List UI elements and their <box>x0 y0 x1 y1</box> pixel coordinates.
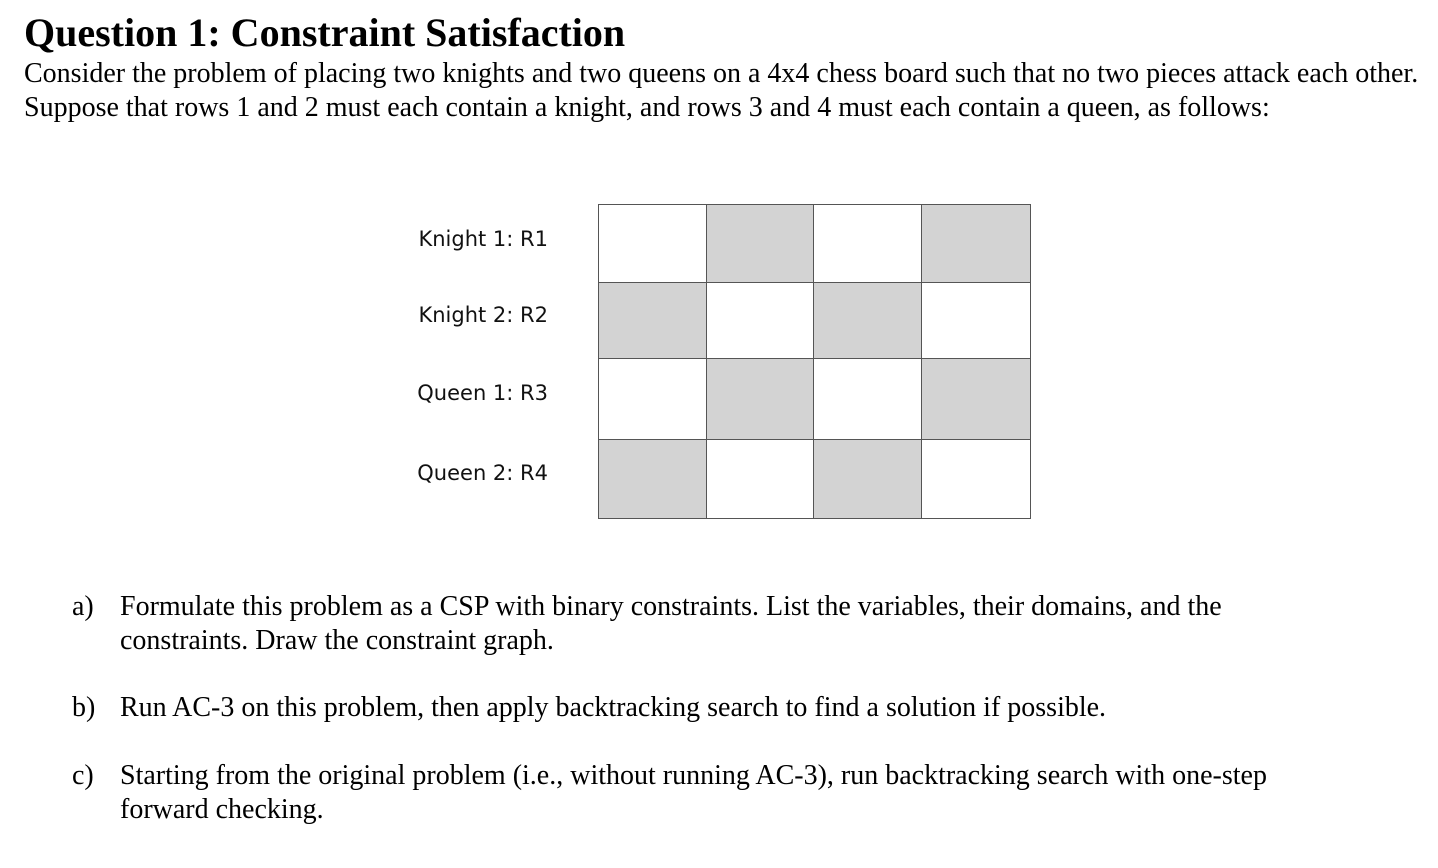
row-label-2: Knight 2: R2 <box>418 303 548 327</box>
board-cell-r4c3 <box>814 440 922 518</box>
board-cell-r2c4 <box>922 283 1030 359</box>
chess-board <box>598 204 1031 519</box>
question-b-letter: b) <box>72 692 96 723</box>
board-cell-r1c4 <box>922 205 1030 283</box>
board-cell-r4c2 <box>707 440 814 518</box>
page-title: Question 1: Constraint Satisfaction <box>24 10 626 55</box>
board-cell-r1c1 <box>599 205 707 283</box>
board-cell-r4c4 <box>922 440 1030 518</box>
row-label-4: Queen 2: R4 <box>417 461 548 485</box>
board-cell-r3c4 <box>922 359 1030 440</box>
board-cell-r3c2 <box>707 359 814 440</box>
board-cell-r2c3 <box>814 283 922 359</box>
question-c-text: Starting from the original problem (i.e., without running AC-3), run backtracking search with one-step forward checking. <box>120 760 1267 825</box>
board-cell-r3c3 <box>814 359 922 440</box>
row-label-1: Knight 1: R1 <box>418 227 548 251</box>
board-cell-r2c2 <box>707 283 814 359</box>
problem-intro: Consider the problem of placing two knights and two queens on a 4x4 chess board such that no two pieces attack each other. Suppose that rows 1 and 2 must each contain a knight, and rows 3 and 4 must each contain a queen, as follows: <box>24 58 1419 123</box>
board-cell-r1c2 <box>707 205 814 283</box>
board-cell-r3c1 <box>599 359 707 440</box>
row-label-3: Queen 1: R3 <box>417 381 548 405</box>
question-c-letter: c) <box>72 760 94 791</box>
question-b-text: Run AC-3 on this problem, then apply backtracking search to find a solution if possible. <box>120 692 1107 723</box>
board-cell-r1c3 <box>814 205 922 283</box>
board-cell-r2c1 <box>599 283 707 359</box>
board-cell-r4c1 <box>599 440 707 518</box>
question-a-letter: a) <box>72 591 94 622</box>
question-a-text: Formulate this problem as a CSP with binary constraints. List the variables, their domains, and the constraints. Draw the constraint graph. <box>120 591 1222 656</box>
